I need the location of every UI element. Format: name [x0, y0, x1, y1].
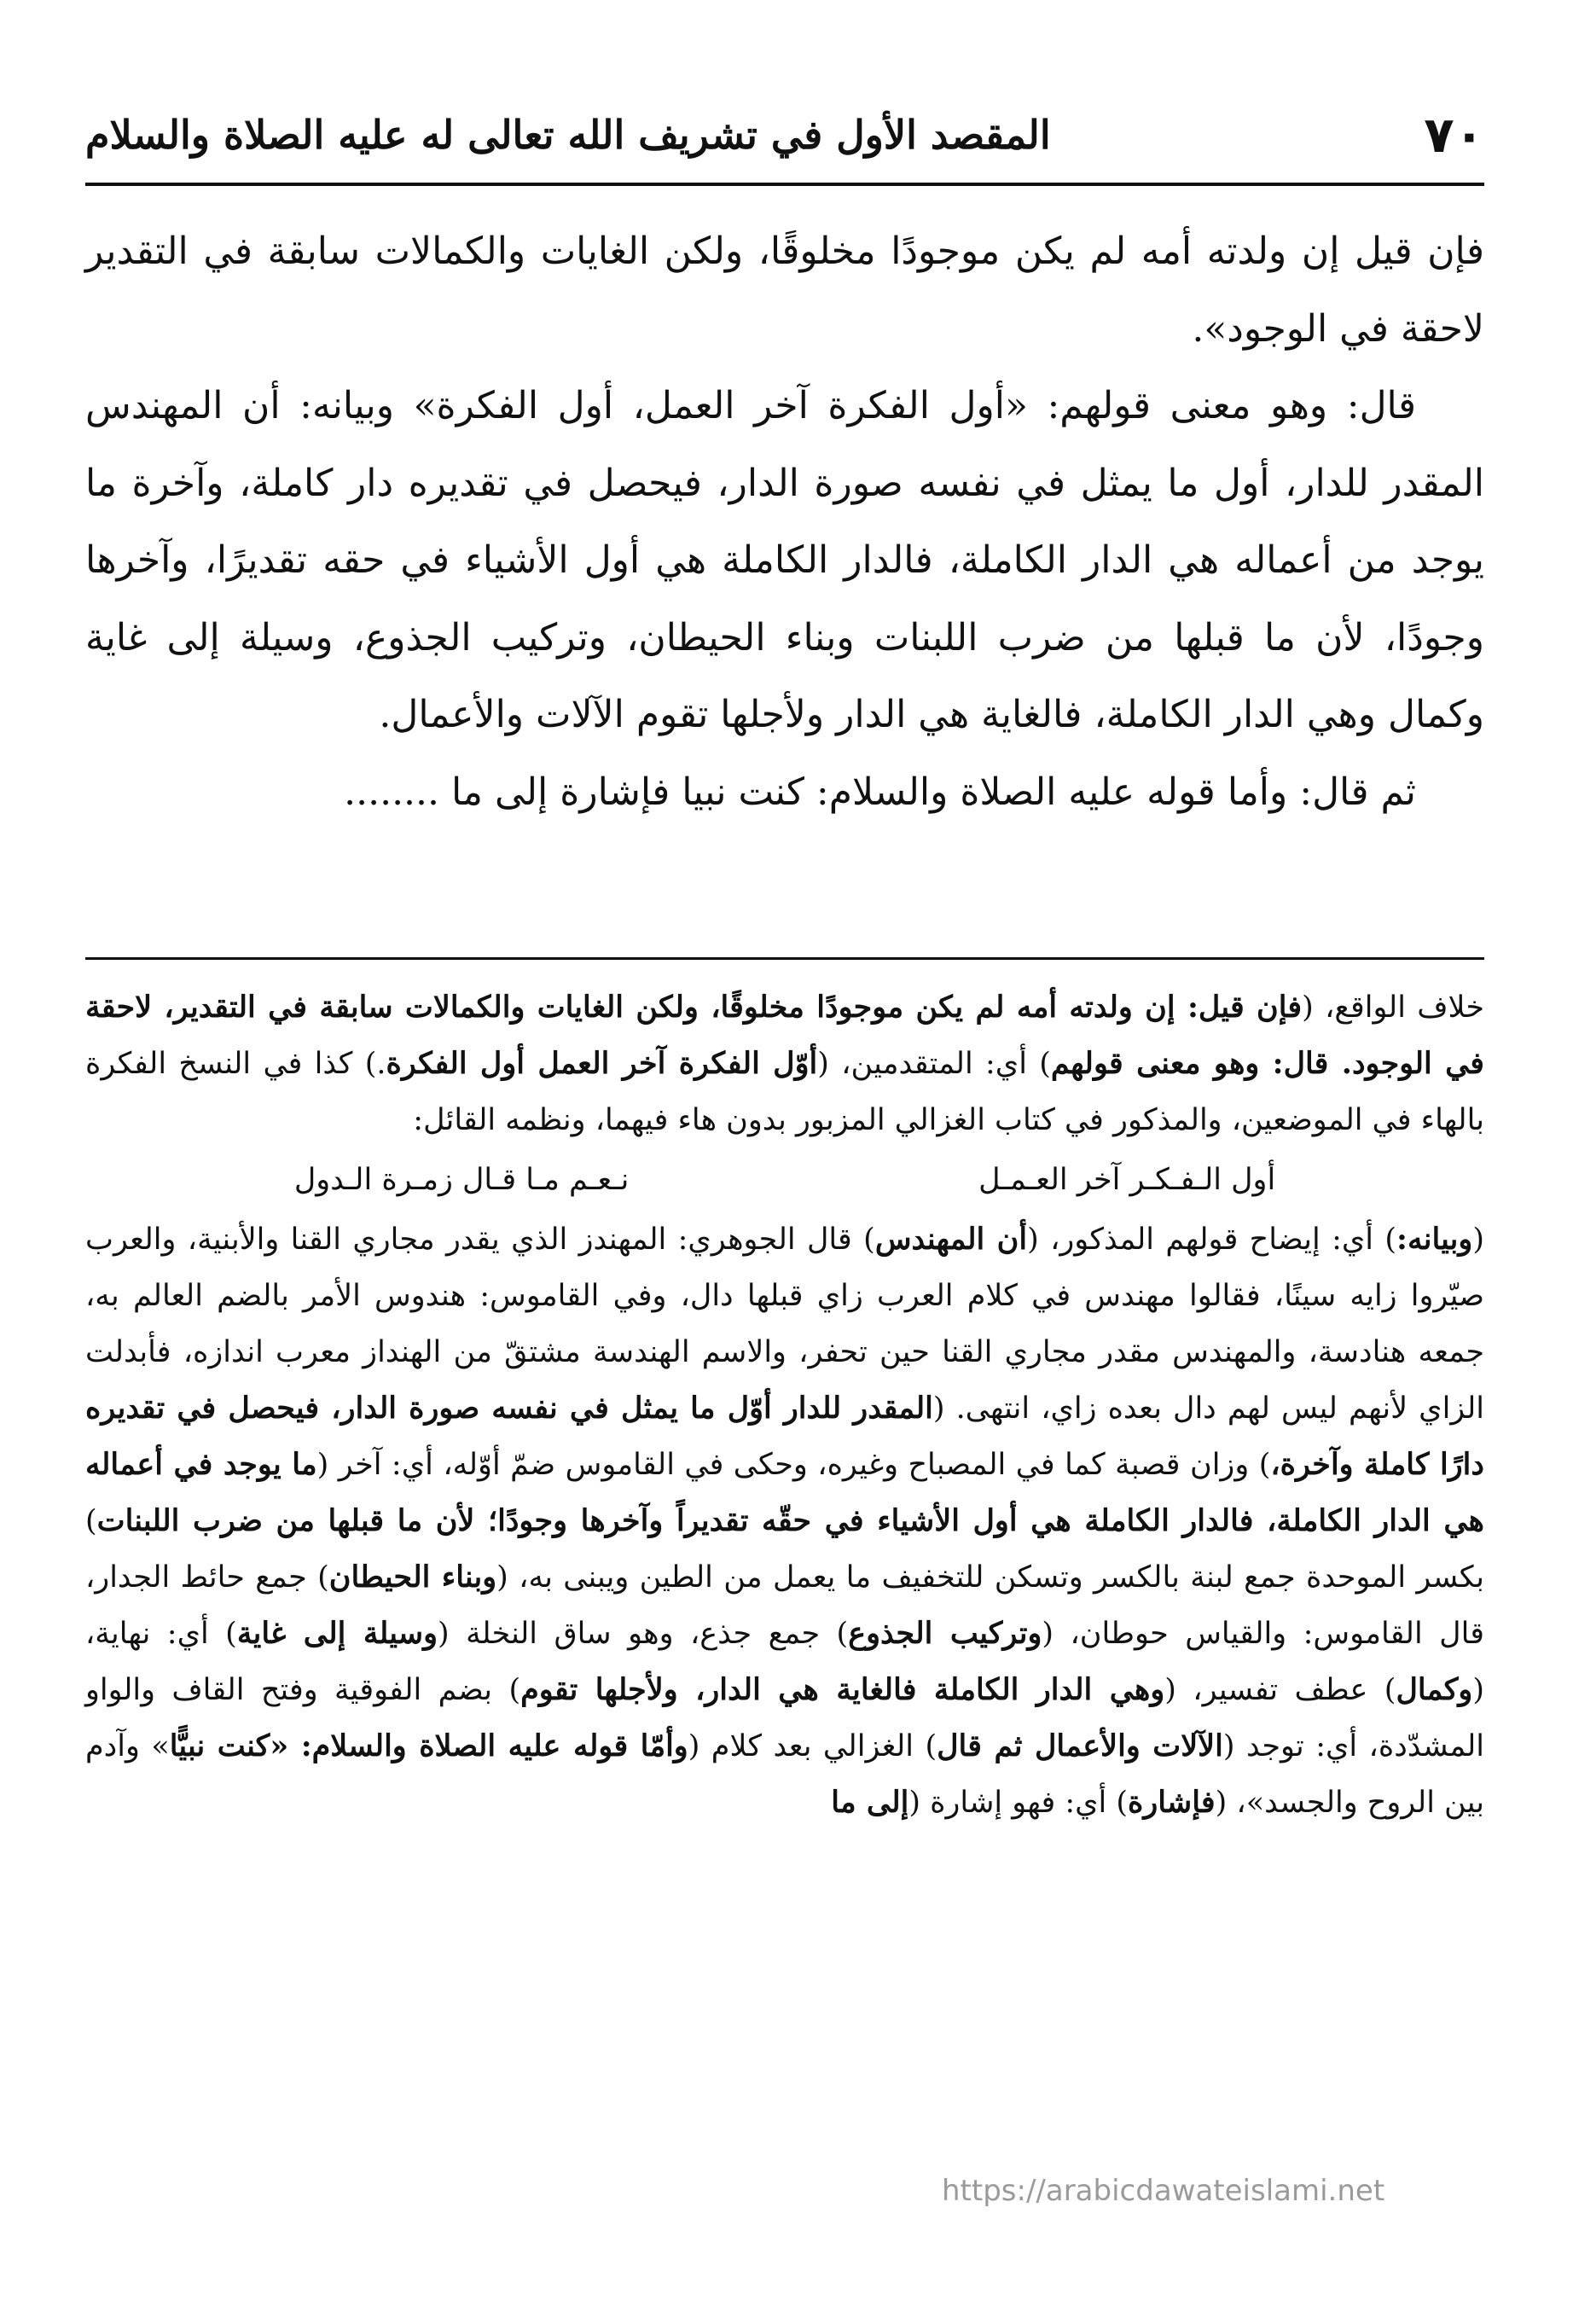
running-title: المقصد الأول في تشريف الله تعالى له عليه الصلاة والسلام	[85, 112, 1051, 158]
commentary-text: ) بكسر الموحدة جمع لبنة بالكسر وتسكن للتخفيف ما يعمل من الطين ويبنى به، (	[85, 1504, 1485, 1595]
commentary-separator	[85, 957, 1484, 960]
commentary-text: » وآدم بين الروح والجسد»، (	[85, 1729, 1484, 1820]
header-rule	[85, 183, 1484, 186]
commentary	[85, 979, 1484, 1831]
quoted-matn: وكمال	[1396, 1672, 1473, 1707]
commentary-paragraph	[85, 979, 1484, 1148]
verse-line	[85, 1148, 1484, 1211]
main-paragraph-text: ثم قال: وأما قوله عليه الصلاة والسلام: كنت نبيا فإشارة إلى ما	[451, 770, 1416, 814]
commentary-text: ) عطف تفسير، (	[1164, 1673, 1396, 1707]
page-number: ٧٠	[1424, 106, 1484, 164]
quoted-matn: وهي الدار الكاملة فالغاية هي الدار، ولأجلها تقوم	[520, 1672, 1165, 1707]
commentary-text: ) جمع جذع، وهو ساق النخلة (	[438, 1617, 849, 1651]
quoted-matn: وسيلة إلى غاية	[236, 1616, 438, 1651]
page-header	[85, 101, 1484, 169]
main-paragraph: فإن قيل إن ولدته أمه لم يكن موجودًا مخلوقًا، ولكن الغايات والكمالات سابقة في التقدير لاحقة في الوجود».	[85, 229, 1484, 351]
continuation-dots: ........	[344, 770, 440, 814]
main-paragraph: قال: وهو معنى قولهم: «أول الفكرة آخر العمل، أول الفكرة» وبيانه: أن المهندس المقدر للدار، أول ما يمثل في نفسه صورة الدار، فيحصل في تقديره دار كاملة، وآخرة ما يوجد من أعماله هي الدار الكاملة، فالدار الكاملة هي أول الأشياء في حقه تقديرًا، وآخرها وجودًا، لأن ما قبلها من ضرب اللبنات وبناء الحيطان، وتركيب الجذوع، وسيلة إلى غاية وكمال وهي الدار الكاملة، فالغاية هي الدار ولأجلها تقوم الآلات والأعمال.	[85, 384, 1484, 736]
commentary-text: ) وزان قصبة كما في المصباح وغيره، وحكى في القاموس ضمّ أوّله، أي: آخر (	[316, 1448, 1271, 1482]
quoted-matn: فإشارة	[1128, 1785, 1216, 1820]
quoted-matn: أن المهندس	[874, 1222, 1028, 1257]
quoted-matn: ما يوجد في أعماله هي الدار الكاملة، فالدار الكاملة هي أول الأشياء في حقّه تقديراً وآخرها وجودًا؛ لأن ما قبلها من ضرب اللبنات	[85, 1447, 1484, 1538]
commentary-text: ) قال الجوهري: المهندز الذي يقدر مجاري القنا والأبنية، والعرب صيّروا زايه سينًا، فقالوا مهندس في كلام العرب زاي قبلها دال، وفي القاموس: هندوس الأمر بالضم العالم به، جمعه هنادسة، والمهندس مقدر مجاري القنا حين تحفر، والاسم الهندسة مشتقّ من الهنداز معرب اندازه، فأبدلت الزاي لأنهم ليس لهم دال بعده زاي، انتهى. (	[85, 1223, 1484, 1426]
quoted-matn: أوّل الفكرة آخر العمل أول الفكرة	[386, 1046, 818, 1081]
commentary-paragraph	[85, 1211, 1484, 1831]
quoted-matn: فإن قيل: إن ولدته أمه لم يكن موجودًا مخلوقًا، ولكن الغايات والكمالات سابقة في التقدير، لاحقة في الوجود. قال: وهو معنى قولهم	[85, 990, 1484, 1081]
commentary-text: ) أي: فهو إشارة (	[908, 1786, 1129, 1820]
quoted-matn: وبناء الحيطان	[328, 1560, 497, 1595]
quoted-matn: وأمّا قوله عليه الصلاة والسلام: «كنت نبيًّا	[169, 1728, 688, 1763]
commentary-text: ) أي: المتقدمين، (	[817, 1047, 1051, 1081]
verse-hemistich-right: أول الـفـكـر آخر العـمـل	[978, 1163, 1276, 1197]
main-paragraph	[85, 754, 1484, 832]
commentary-text: ) الغزالي بعد كلام (	[688, 1729, 937, 1763]
quoted-matn: المقدر للدار أوّل ما يمثل في نفسه صورة الدار، فيحصل في تقديره دارًا كاملة وآخرة،	[85, 1391, 1484, 1482]
commentary-text: .) كذا في النسخ الفكرة بالهاء في الموضعين، والمذكور في كتاب الغزالي المزبور بدون هاء فيهما، ونظمه القائل:	[85, 1047, 1484, 1137]
quoted-matn: الآلات والأعمال ثم قال	[937, 1728, 1223, 1763]
commentary-text: ) أي: إيضاح قولهم المذكور، (	[1027, 1223, 1397, 1257]
commentary-text: ) جمع حائط الجدار، قال القاموس: والقياس حوطان، (	[85, 1560, 1484, 1651]
quoted-matn: وبيانه:	[1396, 1222, 1473, 1257]
quoted-matn: وتركيب الجذوع	[848, 1616, 1042, 1651]
quoted-matn: إلى ما	[831, 1785, 909, 1820]
verse-hemistich-left: نـعـم مـا قـال زمـرة الـدول	[293, 1163, 630, 1197]
commentary-text: ) بضم الفوقية وفتح القاف والواو المشدّدة، أي: توجد (	[85, 1673, 1484, 1763]
main-text	[85, 213, 1484, 831]
commentary-text: خلاف الواقع، (	[1302, 991, 1484, 1025]
commentary-text: ) أي: نهاية، (	[85, 1617, 1484, 1707]
commentary-text: (	[1472, 1223, 1484, 1257]
watermark-url: https://arabicdawateislami.net	[942, 2174, 1385, 2208]
